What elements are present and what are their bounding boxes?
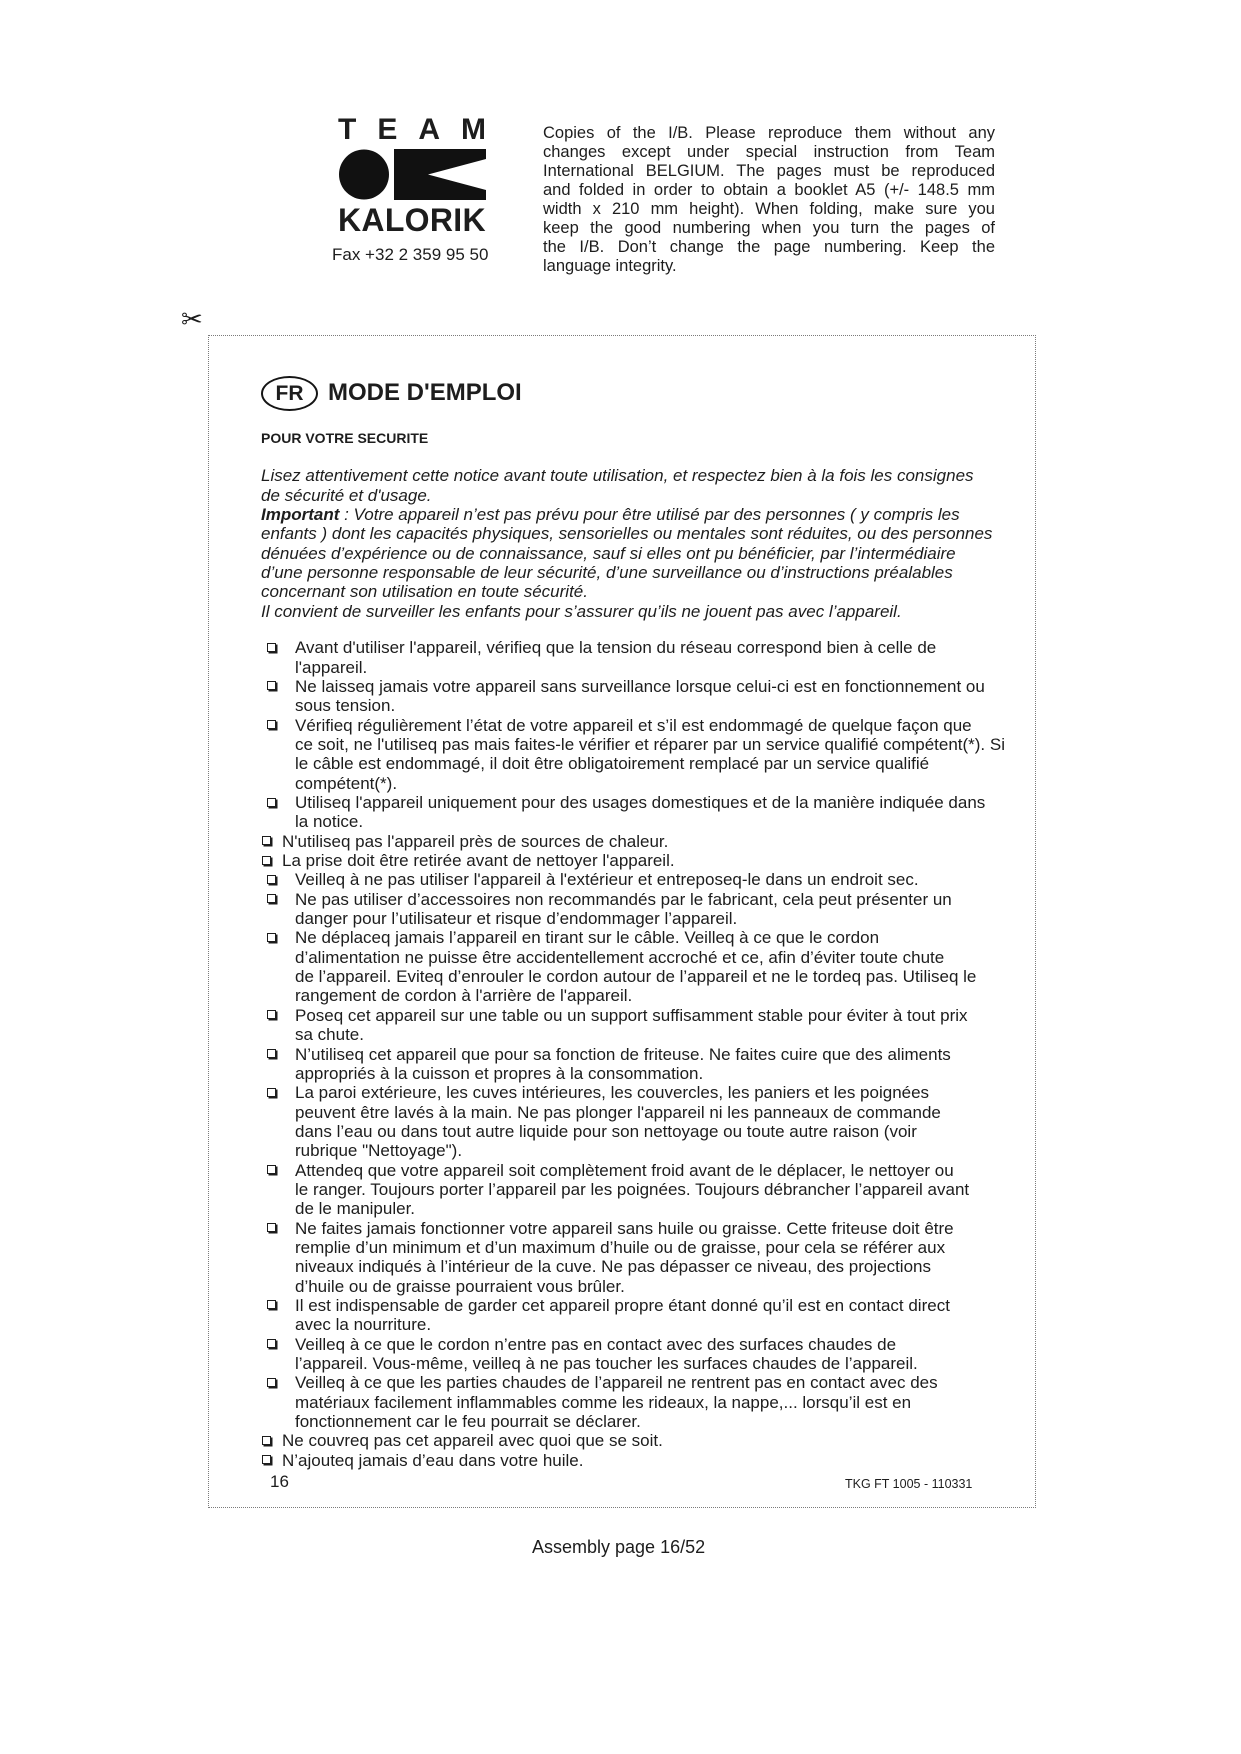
safety-item	[0, 1451, 1241, 1470]
safety-item	[0, 1219, 1241, 1296]
safety-item-line: N’ajouteq jamais d’eau dans votre huile.	[282, 1450, 584, 1470]
safety-item	[0, 638, 1241, 677]
safety-item-line: La paroi extérieure, les cuves intérieures, les couvercles, les paniers et les poignées	[295, 1083, 930, 1103]
checkbox-bullet-icon	[267, 1339, 276, 1348]
instructions-line: language integrity.	[543, 257, 677, 276]
checkbox-bullet-icon	[267, 681, 276, 690]
important-label: Important	[261, 504, 340, 524]
safety-item-line: niveaux indiqués à l’intérieur de la cuve. Ne pas dépasser ce niveau, des projections	[295, 1257, 931, 1277]
logo-chevron	[394, 149, 486, 200]
safety-item-line: d’alimentation ne puisse être accidentellement accroché et ce, afin d’éviter toute chute	[295, 947, 945, 967]
important-text-line: concernant son utilisation en toute sécurité.	[261, 582, 588, 602]
safety-item-line: Attendeq que votre appareil soit complètement froid avant de le déplacer, le nettoyer ou	[295, 1160, 954, 1180]
safety-item-line: rubrique "Nettoyage").	[295, 1141, 463, 1161]
document-reference: TKG FT 1005 - 110331	[845, 1477, 973, 1491]
safety-item-line: d’huile ou de graisse pourraient vous brûler.	[295, 1276, 625, 1296]
safety-item-line: Poseq cet appareil sur une table ou un support suffisamment stable pour éviter à tout prix	[295, 1005, 968, 1025]
language-badge: FR	[261, 376, 318, 411]
checkbox-bullet-icon	[267, 720, 276, 729]
safety-item	[0, 677, 1241, 716]
fax-number: Fax +32 2 359 95 50	[332, 245, 489, 264]
safety-item-line: de l’appareil. Eviteq d’enrouler le cordon autour de l’appareil et ne le tordeq pas. Utiliseq le	[295, 967, 977, 987]
checkbox-bullet-icon	[267, 643, 276, 652]
instructions-line: width x 210 mm height). When folding, make sure you	[543, 199, 995, 218]
safety-item-line: le câble est endommagé, il doit être obligatoirement remplacé par un service qualifié	[295, 754, 930, 774]
safety-item	[0, 1296, 1241, 1335]
checkbox-bullet-icon	[267, 1010, 276, 1019]
instructions-line: keep the good numbering when you turn the pages of	[543, 218, 995, 237]
section-heading: POUR VOTRE SECURITE	[261, 429, 429, 446]
safety-item-line: l’appareil. Vous-même, veilleq à ne pas toucher les surfaces chaudes de l’appareil.	[295, 1354, 918, 1374]
logo-team-word: TEAM	[338, 113, 507, 146]
important-text-line: d’une personne responsable de leur sécurité, d’une surveillance ou d’instructions préalables	[261, 563, 953, 583]
safety-item	[0, 1006, 1241, 1045]
safety-item-line: N’utiliseq cet appareil que pour sa fonction de friteuse. Ne faites cuire que des aliments	[295, 1044, 951, 1064]
intro-line: de sécurité et d'usage.	[261, 485, 432, 505]
safety-item-line: N'utiliseq pas l'appareil près de sources de chaleur.	[282, 831, 669, 851]
safety-item	[0, 793, 1241, 832]
safety-item-line: danger pour l’utilisateur et risque d’endommager l’appareil.	[295, 909, 738, 929]
checkbox-bullet-icon	[262, 1455, 271, 1464]
safety-item	[0, 928, 1241, 1005]
safety-item	[0, 890, 1241, 929]
safety-list	[0, 638, 1241, 1470]
safety-item-line: Il est indispensable de garder cet appareil propre étant donné qu’il est en contact direct	[295, 1295, 950, 1315]
checkbox-bullet-icon	[267, 1378, 276, 1387]
safety-item-line: Vérifieq régulièrement l’état de votre appareil et s’il est endommagé de quelque façon que	[295, 715, 972, 735]
checkbox-bullet-icon	[267, 1165, 276, 1174]
safety-item-line: compétent(*).	[295, 773, 398, 793]
kalorik-logo-mark	[338, 146, 486, 203]
safety-item	[0, 1161, 1241, 1219]
reproduction-instructions	[543, 124, 995, 277]
safety-item-line: peuvent être lavés à la main. Ne pas plonger l'appareil ni les panneaux de commande	[295, 1102, 941, 1122]
checkbox-bullet-icon	[262, 836, 271, 845]
instructions-line: and folded in order to obtain a booklet A5 (+/- 148.5 mm	[543, 180, 995, 199]
instructions-line: Copies of the I/B. Please reproduce them without any	[543, 123, 995, 142]
safety-item	[0, 870, 1241, 889]
safety-item-line: Avant d'utiliser l'appareil, vérifieq que la tension du réseau correspond bien à celle de	[295, 638, 937, 658]
checkbox-bullet-icon	[267, 875, 276, 884]
safety-item-line: fonctionnement car le feu pourrait se déclarer.	[295, 1412, 641, 1432]
checkbox-bullet-icon	[267, 1088, 276, 1097]
important-text-line: dénuées d’expérience ou de connaissance, sauf si elles ont pu bénéficier, par l’intermédiaire	[261, 543, 956, 563]
safety-item	[0, 1045, 1241, 1084]
safety-item	[0, 851, 1241, 870]
safety-item-line: remplie d’un minimum et d’un maximum d’huile ou de graisse, pour cela se référer aux	[295, 1237, 946, 1257]
safety-item-line: Veilleq à ce que le cordon n’entre pas en contact avec des surfaces chaudes de	[295, 1334, 897, 1354]
safety-item-line: de le manipuler.	[295, 1199, 416, 1219]
safety-item	[0, 1373, 1241, 1431]
checkbox-bullet-icon	[267, 1223, 276, 1232]
instructions-line: changes except under special instruction from Team	[543, 142, 995, 161]
safety-item-line: Veilleq à ce que les parties chaudes de l’appareil ne rentrent pas en contact avec des	[295, 1373, 938, 1393]
safety-item-line: Ne faites jamais fonctionner votre appareil sans huile ou graisse. Cette friteuse doit être	[295, 1218, 954, 1238]
safety-item-line: avec la nourriture.	[295, 1315, 432, 1335]
important-text-line: enfants ) dont les capacités physiques, sensorielles ou mentales sont réduites, ou des personnes	[261, 524, 993, 544]
safety-item-line: Ne déplaceq jamais l’appareil en tirant sur le câble. Veilleq à ce que le cordon	[295, 928, 880, 948]
assembly-page-label: Assembly page 16/52	[532, 1537, 706, 1557]
safety-item	[0, 1431, 1241, 1450]
important-notice-line	[261, 505, 960, 524]
safety-item	[0, 1083, 1241, 1160]
safety-item	[0, 1335, 1241, 1374]
checkbox-bullet-icon	[267, 894, 276, 903]
checkbox-bullet-icon	[267, 798, 276, 807]
instructions-line: the I/B. Don’t change the page numbering. Keep the	[543, 238, 995, 257]
safety-item-line: sa chute.	[295, 1025, 364, 1045]
logo-circle	[339, 150, 389, 200]
safety-item	[0, 716, 1241, 793]
supervision-line: Il convient de surveiller les enfants pour s’assurer qu’ils ne jouent pas avec l’appareil.	[261, 601, 902, 621]
safety-item-line: appropriés à la cuisson et propres à la consommation.	[295, 1063, 704, 1083]
safety-item-line: Ne laisseq jamais votre appareil sans surveillance lorsque celui-ci est en fonctionnement ou	[295, 676, 985, 696]
safety-item-line: La prise doit être retirée avant de nettoyer l'appareil.	[282, 851, 675, 871]
safety-item	[0, 832, 1241, 851]
safety-item-line: Ne pas utiliser d’accessoires non recommandés par le fabricant, cela peut présenter un	[295, 889, 952, 909]
safety-intro	[261, 466, 992, 621]
safety-item-line: Veilleq à ne pas utiliser l'appareil à l'extérieur et entreposeq-le dans un endroit sec.	[295, 870, 919, 890]
checkbox-bullet-icon	[267, 933, 276, 942]
checkbox-bullet-icon	[267, 1300, 276, 1309]
checkbox-bullet-icon	[267, 1049, 276, 1058]
safety-item-line: ce soit, ne l'utiliseq pas mais faites-le vérifier et réparer par un service qualifié compétent(*). Si	[295, 735, 1005, 755]
safety-item-line: dans l’eau ou dans tout autre liquide pour son nettoyage ou toute autre raison (voir	[295, 1121, 917, 1141]
important-text: : Votre appareil n’est pas prévu pour être utilisé par des personnes ( y compris les	[339, 504, 960, 524]
safety-item-line: Utiliseq l'appareil uniquement pour des usages domestiques et de la manière indiquée dans	[295, 793, 986, 813]
page-number: 16	[270, 1472, 289, 1491]
safety-item-line: Ne couvreq pas cet appareil avec quoi que se soit.	[282, 1431, 663, 1451]
logo-brand-word: KALORIK	[338, 202, 486, 238]
instructions-line: International BELGIUM. The pages must be reproduced	[543, 161, 995, 180]
safety-item-line: la notice.	[295, 812, 364, 832]
safety-item-line: sous tension.	[295, 696, 396, 716]
checkbox-bullet-icon	[262, 856, 271, 865]
safety-item-line: le ranger. Toujours porter l’appareil par les poignées. Toujours débrancher l’appareil avant	[295, 1179, 970, 1199]
safety-item-line: rangement de cordon à l'arrière de l'appareil.	[295, 986, 633, 1006]
safety-item-line: matériaux facilement inflammables comme les rideaux, la nappe,... lorsqu’il est en	[295, 1392, 912, 1412]
page-title: MODE D'EMPLOI	[328, 379, 522, 406]
intro-line: Lisez attentivement cette notice avant toute utilisation, et respectez bien à la fois les consignes	[261, 466, 974, 486]
scissors-icon: ✂	[181, 305, 203, 335]
safety-item-line: l'appareil.	[295, 657, 368, 677]
checkbox-bullet-icon	[262, 1436, 271, 1445]
